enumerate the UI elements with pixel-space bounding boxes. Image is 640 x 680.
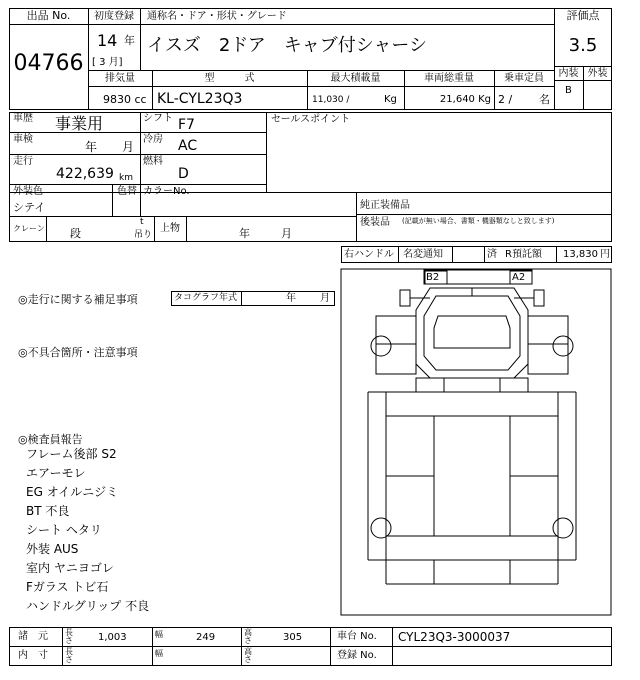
car-name: イスズ 2ドア キャブ付シャーシ bbox=[147, 35, 428, 56]
inner-height-label: 高さ bbox=[244, 647, 252, 664]
inspector-note: エアーモレ bbox=[26, 466, 86, 480]
inspector-note: ハンドルグリップ 不良 bbox=[26, 599, 150, 613]
tax-paid-label: 済 bbox=[487, 249, 497, 260]
crane-label: クレーン bbox=[13, 224, 45, 233]
left-door bbox=[376, 316, 416, 374]
handle-label: 右ハンドル bbox=[344, 249, 394, 260]
mileage: 422,639 bbox=[56, 166, 114, 182]
max-load: 11,030 / bbox=[312, 95, 350, 105]
recycle-label: R預託額 bbox=[505, 249, 542, 260]
tachograph-label: タコグラフ年式 bbox=[174, 293, 238, 303]
width: 249 bbox=[196, 632, 216, 643]
inspection-year-unit: 年 bbox=[85, 140, 98, 154]
inspector-note: EG オイルニジミ bbox=[26, 485, 119, 499]
name-change-label: 名変通知 bbox=[403, 249, 443, 260]
truck-diagram bbox=[338, 266, 614, 618]
loading-label: 上物 bbox=[160, 223, 180, 234]
wheel-rear-right bbox=[553, 518, 573, 538]
gross-weight: 21,640 Kg bbox=[439, 94, 491, 105]
car-name-label: 通称名・ドア・形状・グレード bbox=[147, 11, 287, 22]
inspector-note: 外装 AUS bbox=[26, 542, 79, 556]
interior-grade: B bbox=[565, 85, 572, 96]
inspection-label: 車検 bbox=[13, 134, 33, 145]
sales-point-label: セールスポイント bbox=[271, 114, 351, 125]
first-reg-year-unit: 年 bbox=[124, 34, 135, 47]
tachograph-year-unit: 年 bbox=[286, 293, 296, 304]
wheel-front-right bbox=[553, 336, 573, 356]
model-label: 型 式 bbox=[204, 73, 255, 84]
inspector-note: BT 不良 bbox=[26, 504, 70, 518]
history: 事業用 bbox=[55, 114, 104, 133]
score-label: 評価点 bbox=[566, 9, 600, 22]
max-load-unit: Kg bbox=[384, 94, 397, 105]
shift-label: シフト bbox=[143, 113, 173, 124]
crane-t: t bbox=[140, 217, 144, 227]
fuel-label: 燃料 bbox=[143, 156, 163, 167]
wheel-rear-left bbox=[371, 518, 391, 538]
exterior-label: 外装 bbox=[587, 68, 608, 79]
max-load-label: 最大積載量 bbox=[330, 73, 381, 84]
damage-mark-a2: A2 bbox=[512, 272, 526, 283]
aftermarket-label: 後装品 bbox=[360, 217, 390, 228]
recycle-amount: 13,830 bbox=[563, 249, 598, 260]
loading-month: 月 bbox=[281, 227, 292, 240]
windshield bbox=[434, 316, 510, 348]
capacity-label: 乗車定員 bbox=[504, 73, 544, 84]
rear-end bbox=[434, 560, 510, 584]
capacity-unit: 名 bbox=[539, 93, 550, 106]
color-no-label: カラーNo. bbox=[143, 186, 190, 197]
inner-dims-label: 内 寸 bbox=[18, 650, 48, 661]
damage-mark-b2: B2 bbox=[426, 272, 440, 283]
genuine-label: 純正装備品 bbox=[360, 200, 410, 211]
gross-weight-label: 車両総重量 bbox=[424, 73, 474, 84]
right-door bbox=[528, 316, 568, 374]
color-label: 外装色 bbox=[13, 186, 43, 197]
mileage-unit: km bbox=[119, 173, 133, 183]
interior-label: 内装 bbox=[558, 68, 579, 79]
crane-stage: 段 bbox=[70, 227, 81, 240]
inspector-label: ◎検査員報告 bbox=[18, 433, 83, 446]
mileage-label: 走行 bbox=[13, 156, 33, 167]
tachograph-month-unit: 月 bbox=[320, 293, 330, 304]
defects-label: ◎不具合箇所・注意事項 bbox=[18, 346, 138, 359]
first-reg-month: [ 3 月] bbox=[92, 57, 123, 68]
inspector-note: フレーム後部 S2 bbox=[26, 447, 117, 461]
displacement-label: 排気量 bbox=[105, 73, 135, 84]
driving-notes-label: ◎走行に関する補足事項 bbox=[18, 293, 138, 306]
chassis-number: CYL23Q3-3000037 bbox=[398, 630, 511, 644]
first-reg-year: 14 bbox=[97, 31, 118, 50]
displacement: 9830 cc bbox=[103, 93, 147, 106]
lot-number: 04766 bbox=[13, 51, 84, 76]
inner-length-label: 長さ bbox=[65, 647, 73, 664]
model: KL-CYL23Q3 bbox=[157, 91, 243, 107]
shift: F7 bbox=[178, 117, 195, 133]
reg-label: 登録 No. bbox=[337, 650, 377, 661]
chassis-label: 車台 No. bbox=[337, 631, 377, 642]
inspector-note: 室内 ヤニヨゴレ bbox=[26, 561, 114, 575]
crane-hook: 吊り bbox=[134, 230, 153, 240]
inspector-note: シート ヘタリ bbox=[26, 523, 102, 537]
lot-label: 出品 No. bbox=[26, 9, 71, 22]
inspector-note: Fガラス トビ石 bbox=[26, 580, 109, 594]
fuel: D bbox=[178, 166, 189, 182]
length: 1,003 bbox=[98, 632, 127, 643]
wheel-front-left bbox=[371, 336, 391, 356]
inspection-month-unit: 月 bbox=[122, 140, 135, 154]
loading-year: 年 bbox=[239, 227, 250, 240]
dims-label: 諸 元 bbox=[18, 631, 48, 642]
length-label: 長さ bbox=[65, 628, 73, 645]
diagram-frame bbox=[341, 269, 611, 615]
width-label: 幅 bbox=[155, 630, 163, 639]
recycle-unit: 円 bbox=[600, 249, 610, 260]
aftermarket-note: (記載が無い場合、書類・機器類なしと致します) bbox=[402, 217, 555, 225]
first-reg-label: 初度登録 bbox=[94, 11, 134, 22]
color: シテイ bbox=[13, 201, 46, 214]
score-value: 3.5 bbox=[568, 35, 598, 56]
height-label: 高さ bbox=[244, 628, 252, 645]
color-change-label: 色替 bbox=[117, 186, 137, 197]
capacity: 2 / bbox=[498, 93, 513, 106]
history-label: 車歴 bbox=[13, 113, 33, 124]
inner-width-label: 幅 bbox=[155, 649, 163, 658]
aircon: AC bbox=[178, 138, 198, 154]
aircon-label: 冷房 bbox=[143, 134, 163, 145]
height: 305 bbox=[283, 632, 303, 643]
